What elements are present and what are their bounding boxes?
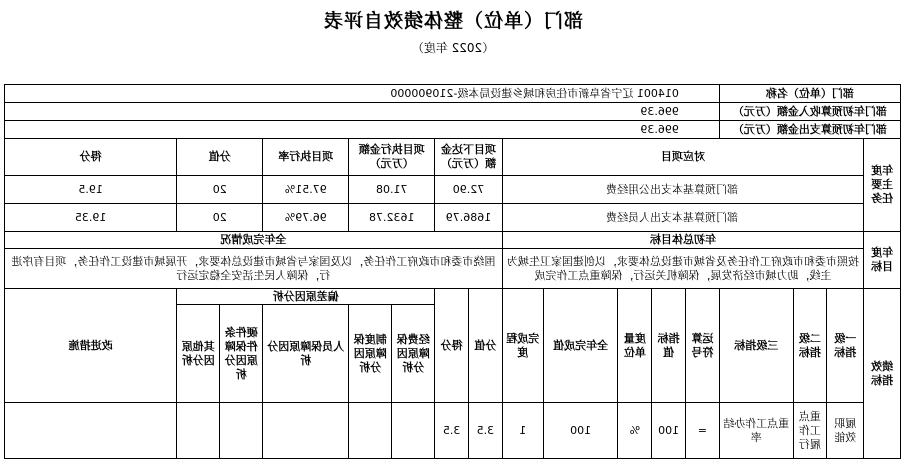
budget-income-row <box>5 103 901 121</box>
task-row <box>5 176 901 204</box>
task-score-value: 20 <box>177 204 263 232</box>
perf-header-deviation: 偏差原因分析 <box>177 289 435 305</box>
goals-header-row <box>5 232 901 249</box>
perf-header-target: 指标值 <box>652 289 686 403</box>
tasks-header-row <box>5 139 901 176</box>
perf-dev-hardware <box>220 403 263 459</box>
task-issued: 72.90 <box>435 176 503 204</box>
unit-name-value: 014001 辽宁省阜新市住房和城乡建设局本级-210900000 <box>5 85 720 103</box>
perf-side-label: 绩效指标 <box>864 289 901 459</box>
task-rate: 97.51% <box>263 176 349 204</box>
tasks-header-executed: 项目执行金额（万元） <box>349 139 435 176</box>
perf-unit: % <box>618 403 652 459</box>
perf-dev-system <box>349 403 392 459</box>
perf-target: 100 <box>652 403 686 459</box>
perf-header-unit: 度量单位 <box>618 289 652 403</box>
perf-score: 3.5 <box>435 403 469 459</box>
perf-dev-people <box>263 403 349 459</box>
budget-income-value: 996.39 <box>5 103 720 121</box>
unit-name-label: 部门（单位）名称 <box>719 85 900 103</box>
evaluation-table <box>4 84 901 459</box>
perf-header-operator: 运算符号 <box>686 289 720 403</box>
perf-header-actual: 全年完成值 <box>543 289 618 403</box>
perf-header-rate: 完成程度 <box>502 289 543 403</box>
goals-overall-header: 年初总体目标 <box>502 232 863 249</box>
page-title: 部门（单位）整体绩效自评表 <box>323 10 584 32</box>
perf-header-level2: 二级指标 <box>793 289 827 403</box>
budget-income-label: 部门年初预算收入金额（万元） <box>719 103 900 121</box>
budget-expend-row <box>5 121 901 139</box>
tasks-header-score-value: 分值 <box>177 139 263 176</box>
perf-header-level3: 三级指标 <box>719 289 793 403</box>
tasks-header-issued: 项目下达金额（万元） <box>435 139 503 176</box>
perf-header-dev-hardware: 硬件条件保障原因分析 <box>220 305 263 403</box>
perf-header-dev-other: 其他原因分析 <box>177 305 220 403</box>
perf-header-score: 得分 <box>435 289 469 403</box>
perf-measures <box>5 403 177 459</box>
task-rate: 96.79% <box>263 204 349 232</box>
budget-expend-label: 部门年初预算支出金额（万元） <box>719 121 900 139</box>
perf-dev-fund <box>392 403 435 459</box>
perf-header-score-value: 分值 <box>469 289 503 403</box>
perf-actual: 100 <box>543 403 618 459</box>
tasks-header-rate: 项目执行率 <box>263 139 349 176</box>
task-executed: 71.08 <box>349 176 435 204</box>
tasks-side-label: 年度主要任务 <box>864 139 901 232</box>
goals-completion-text: 围绕市委和市政府工作任务，以及国家与省城市建设总体要求，开展城市建设工作任务，项目有序进行，保障人民生活安全稳定运行 <box>5 249 503 289</box>
perf-level3: 重点工作办结率 <box>719 403 793 459</box>
tasks-header-score: 得分 <box>5 139 177 176</box>
perf-level1: 履职效能 <box>827 403 864 459</box>
perf-row <box>5 403 901 459</box>
year-subtitle: （2022 年度） <box>411 41 495 55</box>
unit-name-row <box>5 85 901 103</box>
perf-rate: 1 <box>502 403 543 459</box>
task-row <box>5 204 901 232</box>
task-issued: 1686.79 <box>435 204 503 232</box>
perf-header-level1: 一级指标 <box>827 289 864 403</box>
goals-completion-header: 全年完成情况 <box>5 232 503 249</box>
task-project: 部门预算基本支出人员经费 <box>502 204 863 232</box>
perf-level2: 重点工作履行 <box>793 403 827 459</box>
perf-header-measures: 改进措施 <box>5 289 177 403</box>
perf-operator: = <box>686 403 720 459</box>
task-score: 19.5 <box>5 176 177 204</box>
perf-header-dev-system: 制度保障原因分析 <box>349 305 392 403</box>
goals-content-row <box>5 249 901 289</box>
goals-side-label: 年度目标 <box>864 232 901 289</box>
task-score-value: 20 <box>177 176 263 204</box>
budget-expend-value: 996.39 <box>5 121 720 139</box>
perf-header-row <box>5 289 901 305</box>
perf-header-dev-people: 人员保障原因分析 <box>263 305 349 403</box>
perf-header-dev-fund: 经费保障原因分析 <box>392 305 435 403</box>
perf-dev-other <box>177 403 220 459</box>
task-executed: 1632.78 <box>349 204 435 232</box>
perf-score-value: 3.5 <box>469 403 503 459</box>
task-project: 部门预算基本支出公用经费 <box>502 176 863 204</box>
task-score: 19.35 <box>5 204 177 232</box>
goals-overall-text: 按照市委和市政府工作任务及省城市建设总体要求，以创建国家卫生城为主线，助力城市经济发展，保障机关运行，保障重点工作完成 <box>502 249 863 289</box>
tasks-header-project: 对应项目 <box>502 139 863 176</box>
